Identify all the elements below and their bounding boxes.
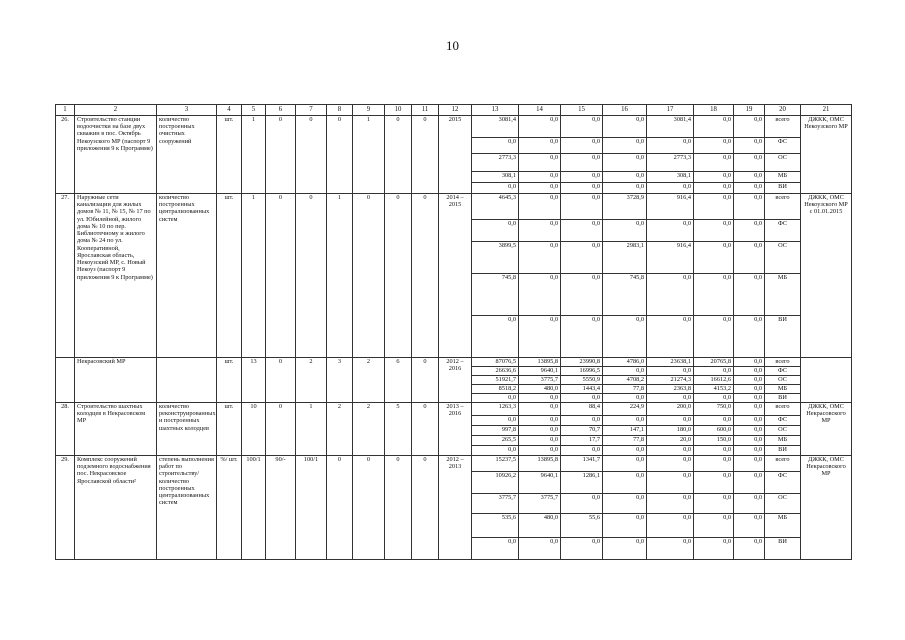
funding-value-cell: 23638,1 (647, 358, 694, 367)
funding-value-cell: 0,0 (734, 446, 765, 456)
funding-value-cell: 0,0 (603, 494, 647, 514)
funding-source-cell: ФС (765, 220, 801, 242)
row-number-cell (56, 358, 75, 403)
funding-value-cell: 0,0 (519, 416, 561, 426)
funding-value-cell: 0,0 (694, 494, 734, 514)
count-cell: 0 (327, 116, 353, 194)
count-cell: 0 (412, 116, 439, 194)
funding-source-cell: всего (765, 116, 801, 138)
indicator-cell: степень выполнения работ по строительству/ количество построенных централизованных систем (157, 456, 217, 560)
column-number-cell: 5 (242, 105, 266, 116)
column-number-cell: 21 (801, 105, 852, 116)
funding-value-cell: 0,0 (472, 538, 519, 560)
funding-value-cell: 0,0 (603, 538, 647, 560)
count-cell: 6 (385, 358, 412, 403)
unit-cell: шт. (217, 194, 242, 358)
funding-value-cell: 0,0 (561, 416, 603, 426)
program-table (55, 104, 852, 560)
funding-value-cell: 1443,4 (561, 385, 603, 394)
count-cell: 3 (327, 358, 353, 403)
column-number-cell: 18 (694, 105, 734, 116)
funding-value-cell: 0,0 (603, 172, 647, 183)
count-cell: 90/- (266, 456, 296, 560)
funding-value-cell: 535,6 (472, 514, 519, 538)
funding-value-cell: 0,0 (603, 316, 647, 358)
funding-value-cell: 3775,7 (472, 494, 519, 514)
funding-source-cell: ФС (765, 367, 801, 376)
funding-value-cell: 4786,0 (603, 358, 647, 367)
funding-value-cell: 0,0 (519, 154, 561, 172)
period-cell: 2015 (439, 116, 472, 194)
funding-value-cell: 9640,1 (519, 367, 561, 376)
funding-value-cell: 0,0 (647, 183, 694, 194)
responsible-cell: ДЖКК, ОМС Некоузского МР с 01.01.2015 (801, 194, 852, 358)
count-cell: 10 (242, 403, 266, 456)
funding-value-cell: 0,0 (694, 416, 734, 426)
funding-value-cell: 3728,9 (603, 194, 647, 220)
funding-value-cell: 0,0 (519, 274, 561, 316)
funding-value-cell: 0,0 (603, 456, 647, 472)
funding-value-cell: 13895,8 (519, 456, 561, 472)
count-cell: 0 (385, 116, 412, 194)
funding-value-cell: 87076,5 (472, 358, 519, 367)
funding-value-cell: 147,1 (603, 426, 647, 436)
funding-value-cell: 0,0 (561, 220, 603, 242)
funding-value-cell: 0,0 (694, 116, 734, 138)
column-number-cell: 8 (327, 105, 353, 116)
funding-source-cell: всего (765, 358, 801, 367)
column-number-cell: 9 (353, 105, 385, 116)
funding-value-cell: 0,0 (603, 416, 647, 426)
funding-value-cell: 0,0 (472, 416, 519, 426)
funding-value-cell: 0,0 (472, 183, 519, 194)
funding-value-cell: 77,8 (603, 436, 647, 446)
table-row (56, 194, 852, 220)
funding-value-cell: 2773,3 (472, 154, 519, 172)
responsible-cell: ДЖКК, ОМС Некрасовского МР (801, 403, 852, 456)
funding-source-cell: ВИ (765, 446, 801, 456)
funding-value-cell: 0,0 (647, 538, 694, 560)
funding-value-cell: 480,0 (519, 514, 561, 538)
count-cell: 2 (327, 403, 353, 456)
funding-value-cell: 0,0 (519, 194, 561, 220)
table-row (56, 456, 852, 472)
funding-value-cell: 0,0 (734, 494, 765, 514)
funding-value-cell: 0,0 (734, 416, 765, 426)
funding-source-cell: всего (765, 403, 801, 416)
funding-value-cell: 55,6 (561, 514, 603, 538)
funding-value-cell: 0,0 (734, 242, 765, 274)
funding-value-cell: 10926,2 (472, 472, 519, 494)
funding-source-cell: ОС (765, 426, 801, 436)
funding-value-cell: 0,0 (472, 220, 519, 242)
funding-value-cell: 4153,2 (694, 385, 734, 394)
count-cell: 1 (327, 194, 353, 358)
column-number-cell: 2 (75, 105, 157, 116)
responsible-cell: ДЖКК, ОМС Некоузского МР (801, 116, 852, 194)
count-cell: 5 (385, 403, 412, 456)
indicator-cell: количество реконструированных и построенных шахтных колодцев (157, 403, 217, 456)
funding-value-cell: 0,0 (561, 446, 603, 456)
period-cell: 2014 – 2015 (439, 194, 472, 358)
funding-value-cell: 0,0 (603, 138, 647, 154)
funding-value-cell: 0,0 (734, 220, 765, 242)
funding-value-cell: 88,4 (561, 403, 603, 416)
funding-source-cell: ВИ (765, 183, 801, 194)
row-number-cell: 28. (56, 403, 75, 456)
funding-value-cell: 745,8 (603, 274, 647, 316)
funding-value-cell: 0,0 (647, 416, 694, 426)
funding-value-cell: 4645,3 (472, 194, 519, 220)
funding-source-cell: ФС (765, 138, 801, 154)
funding-value-cell: 0,0 (603, 446, 647, 456)
column-number-cell: 4 (217, 105, 242, 116)
funding-value-cell: 0,0 (734, 456, 765, 472)
funding-value-cell: 0,0 (647, 220, 694, 242)
funding-value-cell: 9640,1 (519, 472, 561, 494)
funding-source-cell: ВИ (765, 538, 801, 560)
column-number-cell: 11 (412, 105, 439, 116)
funding-value-cell: 5550,9 (561, 376, 603, 385)
funding-source-cell: ОС (765, 494, 801, 514)
count-cell: 1 (242, 194, 266, 358)
column-number-cell: 10 (385, 105, 412, 116)
funding-value-cell: 0,0 (519, 138, 561, 154)
unit-cell: %/ шт. (217, 456, 242, 560)
funding-value-cell: 0,0 (603, 367, 647, 376)
funding-value-cell: 0,0 (694, 274, 734, 316)
funding-value-cell: 0,0 (561, 116, 603, 138)
unit-cell: шт. (217, 358, 242, 403)
column-number-cell: 20 (765, 105, 801, 116)
funding-value-cell: 308,1 (472, 172, 519, 183)
funding-value-cell: 0,0 (734, 154, 765, 172)
funding-value-cell: 0,0 (734, 274, 765, 316)
funding-value-cell: 0,0 (561, 172, 603, 183)
unit-cell: шт. (217, 403, 242, 456)
count-cell: 0 (266, 358, 296, 403)
count-cell: 0 (385, 456, 412, 560)
funding-source-cell: ВИ (765, 316, 801, 358)
funding-value-cell: 0,0 (603, 472, 647, 494)
funding-value-cell: 16612,6 (694, 376, 734, 385)
period-cell: 2012 – 2016 (439, 358, 472, 403)
funding-value-cell: 0,0 (561, 154, 603, 172)
funding-value-cell: 200,0 (647, 403, 694, 416)
column-number-cell: 6 (266, 105, 296, 116)
count-cell: 1 (296, 403, 327, 456)
funding-value-cell: 0,0 (734, 538, 765, 560)
funding-value-cell: 21274,3 (647, 376, 694, 385)
funding-value-cell: 3081,4 (647, 116, 694, 138)
funding-value-cell: 0,0 (472, 446, 519, 456)
funding-value-cell: 70,7 (561, 426, 603, 436)
funding-source-cell: ВИ (765, 394, 801, 403)
funding-value-cell: 0,0 (734, 436, 765, 446)
funding-value-cell: 0,0 (734, 376, 765, 385)
measure-name-cell: Строительство станции водоочистки на базе двух скважин в пос. Октябрь Некоузского МР (паспорт 9 приложения 9 к Программе) (75, 116, 157, 194)
funding-value-cell: 0,0 (734, 172, 765, 183)
funding-value-cell: 600,0 (694, 426, 734, 436)
count-cell: 2 (296, 358, 327, 403)
funding-value-cell: 0,0 (694, 446, 734, 456)
count-cell: 0 (412, 358, 439, 403)
count-cell: 0 (353, 456, 385, 560)
count-cell: 1 (242, 116, 266, 194)
row-number-cell: 29. (56, 456, 75, 560)
funding-source-cell: ФС (765, 416, 801, 426)
funding-value-cell: 0,0 (647, 316, 694, 358)
funding-value-cell: 0,0 (519, 446, 561, 456)
count-cell: 0 (353, 194, 385, 358)
funding-value-cell: 0,0 (519, 403, 561, 416)
funding-value-cell: 0,0 (519, 538, 561, 560)
funding-value-cell: 0,0 (734, 183, 765, 194)
funding-value-cell: 0,0 (519, 183, 561, 194)
funding-value-cell: 0,0 (694, 220, 734, 242)
funding-source-cell: ОС (765, 154, 801, 172)
funding-value-cell: 0,0 (519, 116, 561, 138)
funding-value-cell: 480,0 (519, 385, 561, 394)
funding-value-cell: 0,0 (694, 538, 734, 560)
period-cell: 2012 – 2013 (439, 456, 472, 560)
funding-source-cell: МБ (765, 385, 801, 394)
measure-name-cell: Строительство шахтных колодцев в Некрасовском МР (75, 403, 157, 456)
funding-value-cell: 1341,7 (561, 456, 603, 472)
indicator-cell: количество построенных централизованных систем (157, 194, 217, 358)
funding-value-cell: 0,0 (519, 394, 561, 403)
count-cell: 0 (266, 403, 296, 456)
funding-value-cell: 0,0 (603, 394, 647, 403)
funding-value-cell: 3775,7 (519, 376, 561, 385)
funding-source-cell: МБ (765, 274, 801, 316)
funding-value-cell: 8518,2 (472, 385, 519, 394)
funding-value-cell: 0,0 (647, 472, 694, 494)
funding-value-cell: 750,0 (694, 403, 734, 416)
funding-value-cell: 20765,8 (694, 358, 734, 367)
funding-value-cell: 0,0 (519, 242, 561, 274)
funding-value-cell: 150,0 (694, 436, 734, 446)
funding-value-cell: 0,0 (694, 183, 734, 194)
funding-value-cell: 0,0 (603, 116, 647, 138)
funding-value-cell: 916,4 (647, 242, 694, 274)
funding-value-cell: 23990,8 (561, 358, 603, 367)
column-number-cell: 17 (647, 105, 694, 116)
funding-source-cell: ФС (765, 472, 801, 494)
count-cell: 0 (296, 116, 327, 194)
funding-value-cell: 0,0 (647, 456, 694, 472)
funding-value-cell: 0,0 (694, 316, 734, 358)
funding-value-cell: 1263,3 (472, 403, 519, 416)
count-cell: 0 (412, 456, 439, 560)
funding-value-cell: 17,7 (561, 436, 603, 446)
count-cell: 100/1 (296, 456, 327, 560)
count-cell: 0 (327, 456, 353, 560)
funding-value-cell: 0,0 (561, 183, 603, 194)
column-number-cell: 16 (603, 105, 647, 116)
funding-value-cell: 997,8 (472, 426, 519, 436)
funding-value-cell: 0,0 (519, 316, 561, 358)
funding-value-cell: 0,0 (694, 154, 734, 172)
funding-value-cell: 0,0 (734, 403, 765, 416)
funding-value-cell: 0,0 (519, 172, 561, 183)
funding-value-cell: 180,0 (647, 426, 694, 436)
count-cell: 0 (385, 194, 412, 358)
funding-value-cell: 0,0 (647, 138, 694, 154)
responsible-cell (801, 358, 852, 403)
funding-value-cell: 0,0 (734, 367, 765, 376)
funding-source-cell: ОС (765, 242, 801, 274)
funding-value-cell: 51921,7 (472, 376, 519, 385)
funding-source-cell: всего (765, 456, 801, 472)
funding-value-cell: 0,0 (734, 472, 765, 494)
funding-value-cell: 0,0 (734, 426, 765, 436)
column-number-cell: 13 (472, 105, 519, 116)
funding-value-cell: 0,0 (694, 394, 734, 403)
funding-value-cell: 0,0 (694, 367, 734, 376)
funding-value-cell: 0,0 (603, 183, 647, 194)
funding-value-cell: 0,0 (734, 394, 765, 403)
count-cell: 2 (353, 358, 385, 403)
funding-value-cell: 0,0 (603, 154, 647, 172)
indicator-cell (157, 358, 217, 403)
indicator-cell: количество построенных очистных сооружений (157, 116, 217, 194)
column-number-cell: 12 (439, 105, 472, 116)
funding-value-cell: 0,0 (694, 514, 734, 538)
funding-value-cell: 0,0 (734, 194, 765, 220)
count-cell: 13 (242, 358, 266, 403)
funding-source-cell: МБ (765, 514, 801, 538)
column-number-cell: 15 (561, 105, 603, 116)
funding-value-cell: 0,0 (647, 446, 694, 456)
funding-value-cell: 16996,5 (561, 367, 603, 376)
column-number-cell: 7 (296, 105, 327, 116)
column-number-cell: 1 (56, 105, 75, 116)
column-number-cell: 19 (734, 105, 765, 116)
table-row (56, 358, 852, 367)
funding-value-cell: 0,0 (561, 494, 603, 514)
count-cell: 0 (412, 403, 439, 456)
funding-value-cell: 3899,5 (472, 242, 519, 274)
funding-value-cell: 1286,1 (561, 472, 603, 494)
period-cell: 2013 – 2016 (439, 403, 472, 456)
measure-name-cell: Комплекс сооружений подземного водоснабжения пос. Некрасовское Ярославской области² (75, 456, 157, 560)
funding-value-cell: 0,0 (472, 138, 519, 154)
funding-value-cell: 15237,5 (472, 456, 519, 472)
funding-value-cell: 0,0 (694, 138, 734, 154)
funding-value-cell: 0,0 (694, 472, 734, 494)
funding-value-cell: 3081,4 (472, 116, 519, 138)
measure-name-cell: Наружные сети канализации для жилых домов № 11, № 15, № 17 по ул. Юбилейной, жилого дома № 10 по пер. Библиотечному и жилого дома № 24 по ул. Кооперативной, Ярославская область, Некоузский МР, с. Новый Некоуз (паспорт 9 приложения 9 к Программе) (75, 194, 157, 358)
row-number-cell: 27. (56, 194, 75, 358)
funding-value-cell: 745,8 (472, 274, 519, 316)
funding-value-cell: 265,5 (472, 436, 519, 446)
funding-value-cell: 0,0 (603, 514, 647, 538)
funding-value-cell: 0,0 (561, 138, 603, 154)
funding-value-cell: 0,0 (561, 194, 603, 220)
funding-value-cell: 13895,8 (519, 358, 561, 367)
count-cell: 0 (266, 194, 296, 358)
funding-value-cell: 0,0 (694, 456, 734, 472)
funding-value-cell: 0,0 (472, 316, 519, 358)
count-cell: 0 (296, 194, 327, 358)
funding-value-cell: 0,0 (561, 538, 603, 560)
table-row (56, 116, 852, 138)
funding-value-cell: 0,0 (519, 426, 561, 436)
funding-value-cell: 2773,3 (647, 154, 694, 172)
measure-name-cell: Некрасовский МР (75, 358, 157, 403)
funding-value-cell: 0,0 (734, 138, 765, 154)
funding-value-cell: 77,8 (603, 385, 647, 394)
count-cell: 100/1 (242, 456, 266, 560)
table-row (56, 403, 852, 416)
funding-value-cell: 0,0 (647, 367, 694, 376)
funding-value-cell: 916,4 (647, 194, 694, 220)
funding-source-cell: всего (765, 194, 801, 220)
funding-value-cell: 2363,8 (647, 385, 694, 394)
funding-value-cell: 4708,2 (603, 376, 647, 385)
funding-value-cell: 0,0 (734, 358, 765, 367)
funding-value-cell: 0,0 (647, 494, 694, 514)
funding-source-cell: ОС (765, 376, 801, 385)
funding-source-cell: МБ (765, 436, 801, 446)
funding-value-cell: 0,0 (734, 514, 765, 538)
funding-source-cell: МБ (765, 172, 801, 183)
funding-value-cell: 0,0 (561, 274, 603, 316)
funding-value-cell: 3775,7 (519, 494, 561, 514)
funding-value-cell: 0,0 (694, 172, 734, 183)
funding-value-cell: 26636,6 (472, 367, 519, 376)
column-number-cell: 3 (157, 105, 217, 116)
funding-value-cell: 0,0 (472, 394, 519, 403)
funding-value-cell: 2983,1 (603, 242, 647, 274)
funding-value-cell: 0,0 (561, 394, 603, 403)
funding-value-cell: 0,0 (647, 274, 694, 316)
count-cell: 1 (353, 116, 385, 194)
funding-value-cell: 0,0 (519, 220, 561, 242)
funding-value-cell: 0,0 (734, 385, 765, 394)
funding-value-cell: 0,0 (647, 514, 694, 538)
row-number-cell: 26. (56, 116, 75, 194)
funding-value-cell: 0,0 (519, 436, 561, 446)
funding-value-cell: 0,0 (694, 194, 734, 220)
funding-value-cell: 0,0 (561, 242, 603, 274)
column-number-cell: 14 (519, 105, 561, 116)
count-cell: 0 (266, 116, 296, 194)
column-number-row (56, 105, 852, 116)
funding-value-cell: 0,0 (561, 316, 603, 358)
funding-value-cell: 0,0 (647, 394, 694, 403)
responsible-cell: ДЖКК, ОМС Некрасовского МР (801, 456, 852, 560)
funding-value-cell: 20,0 (647, 436, 694, 446)
count-cell: 2 (353, 403, 385, 456)
page-number: 10 (446, 38, 459, 53)
funding-value-cell: 0,0 (694, 242, 734, 274)
funding-value-cell: 0,0 (734, 116, 765, 138)
unit-cell: шт. (217, 116, 242, 194)
funding-value-cell: 224,9 (603, 403, 647, 416)
funding-value-cell: 0,0 (603, 220, 647, 242)
funding-value-cell: 308,1 (647, 172, 694, 183)
count-cell: 0 (412, 194, 439, 358)
funding-value-cell: 0,0 (734, 316, 765, 358)
